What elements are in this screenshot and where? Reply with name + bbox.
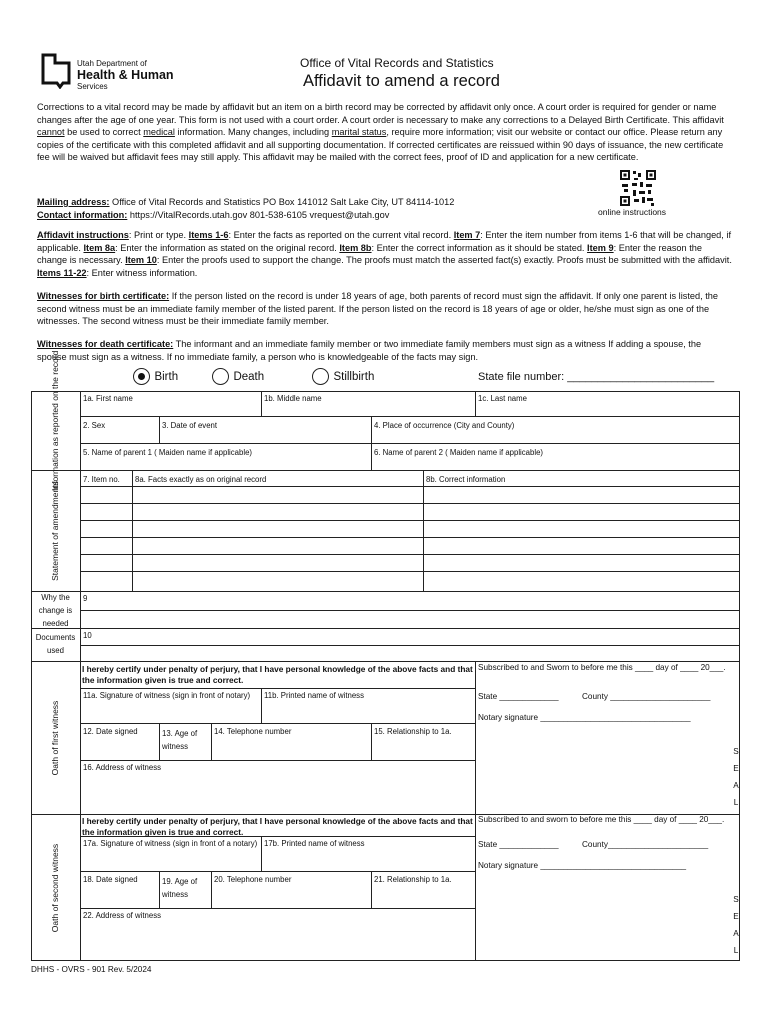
- field-8b-correct-information[interactable]: 8b. Correct information: [426, 475, 506, 484]
- contact-information: Contact information: https://VitalRecords.utah.gov 801-538-6105 vrequest@utah.gov: [37, 210, 390, 220]
- oath2-certification: I hereby certify under penalty of perjury, that I have personal knowledge of the above facts and that the information given is true and correct.: [82, 816, 473, 837]
- state-file-number-field[interactable]: State file number: ________________________: [478, 371, 715, 383]
- field-6-parent-2[interactable]: 6. Name of parent 2 ( Maiden name if applicable): [374, 448, 544, 457]
- mailing-address: Mailing address: Office of Vital Records and Statistics PO Box 141012 Salt Lake City, UT 84114-1012: [37, 197, 455, 207]
- field-5-parent-1[interactable]: 5. Name of parent 1 ( Maiden name if applicable): [83, 448, 253, 457]
- field-1a-first-name[interactable]: 1a. First name: [83, 394, 133, 403]
- radio-birth-circle[interactable]: [133, 368, 150, 385]
- field-11b-printed-name[interactable]: 11b. Printed name of witness: [264, 691, 364, 700]
- field-9-reason[interactable]: 9: [83, 594, 88, 603]
- agency-line2: Health & Human: [77, 68, 174, 82]
- field-19-age[interactable]: 19. Age of witness: [162, 877, 198, 899]
- field-7-item-no[interactable]: 7. Item no.: [83, 475, 120, 484]
- field-20-telephone[interactable]: 20. Telephone number: [214, 875, 292, 884]
- field-1b-middle-name[interactable]: 1b. Middle name: [264, 394, 322, 403]
- field-8a-original-facts[interactable]: 8a. Facts exactly as on original record: [135, 475, 267, 484]
- oath1-county-field[interactable]: County ______________________: [582, 692, 711, 701]
- oath1-seal: S E A L: [733, 747, 739, 807]
- field-12-date-signed[interactable]: 12. Date signed: [83, 727, 138, 736]
- field-21-relationship[interactable]: 21. Relationship to 1a.: [374, 875, 452, 884]
- form-number-footer: DHHS - OVRS - 901 Rev. 5/2024: [31, 965, 152, 974]
- side-label-documents: Documents used: [35, 633, 76, 655]
- side-label-information: Information as reported on the record: [50, 350, 60, 491]
- oath1-state-field[interactable]: State _____________: [478, 692, 559, 701]
- qr-code-label: online instructions: [598, 207, 667, 217]
- field-1c-last-name[interactable]: 1c. Last name: [478, 394, 527, 403]
- oath1-notary-signature[interactable]: Notary signature _________________________________: [478, 713, 691, 722]
- radio-stillbirth-label: Stillbirth: [333, 370, 375, 383]
- oath1-sworn-line: Subscribed to and Sworn to before me this ____ day of ____ 20___.: [478, 663, 726, 672]
- field-2-sex[interactable]: 2. Sex: [83, 421, 106, 430]
- radio-stillbirth-circle[interactable]: [312, 368, 329, 385]
- side-label-oath-first: Oath of first witness: [50, 700, 60, 776]
- oath2-state-field[interactable]: State _____________: [478, 840, 559, 849]
- office-name: Office of Vital Records and Statistics: [300, 56, 494, 70]
- agency-line1: Utah Department of: [77, 59, 147, 68]
- side-label-oath-second: Oath of second witness: [50, 843, 60, 933]
- qr-code-icon[interactable]: [620, 170, 656, 206]
- oath2-notary-signature[interactable]: Notary signature ________________________________: [478, 861, 687, 870]
- oath2-county-field[interactable]: County______________________: [582, 840, 709, 849]
- field-22-address[interactable]: 22. Address of witness: [83, 911, 162, 920]
- intro-paragraph: Corrections to a vital record may be made by affidavit but an item on a birth record may be corrected by affidavit only once. A court order is required for gender or name changes after the age of one year. This form is not used with a court order. A court order is necessary to make any corrections to a Delayed Birth Certificate. This affidavit cannot be used to correct medical information. Many changes, including marital status, require more information; visit our website or contact our office. Please return any copies of the certificate with this completed affidavit and all supporting documentation. If corrected certificates are reissued within 90 days of issuance, the new certificate fee will be waived but affidavit fees may still apply. This affidavit may be mailed with the correct fees, proof of ID and application for a new certificate.: [37, 102, 724, 163]
- field-17b-printed-name[interactable]: 17b. Printed name of witness: [264, 839, 365, 848]
- witnesses-death-paragraph: Witnesses for death certificate: The informant and an immediate family member or two immediate family members must sign as a witness If adding a spouse, the spouse must sign as a witness. If no immediate family, a person who is knowledgeable of the facts may sign.: [37, 339, 702, 362]
- field-11a-signature[interactable]: 11a. Signature of witness (sign in front of notary): [83, 691, 251, 700]
- field-18-date-signed[interactable]: 18. Date signed: [83, 875, 138, 884]
- side-label-why: Why the change is needed: [38, 593, 73, 628]
- field-17a-signature[interactable]: 17a. Signature of witness (sign in front of a notary): [83, 839, 258, 848]
- field-4-place-of-occurrence[interactable]: 4. Place of occurrence (City and County): [374, 421, 515, 430]
- agency-line3: Services: [77, 81, 108, 91]
- field-10-documents[interactable]: 10: [83, 631, 92, 640]
- radio-stillbirth[interactable]: [312, 368, 374, 386]
- field-16-address[interactable]: 16. Address of witness: [83, 763, 162, 772]
- page-title: Affidavit to amend a record: [303, 72, 500, 90]
- field-13-age[interactable]: 13. Age of witness: [162, 729, 198, 751]
- field-15-relationship[interactable]: 15. Relationship to 1a.: [374, 727, 452, 736]
- radio-birth[interactable]: [133, 368, 178, 386]
- witnesses-birth-paragraph: Witnesses for birth certificate: If the person listed on the record is under 18 years of age, both parents of record must sign the affidavit. If only one parent is listed, the second witness must be an immediate family member of the listed parent. If the person listed on the record is 18 years of age or older, he/she must sign as one of the witnesses. The second witness must be their immediate family member.: [37, 291, 719, 327]
- oath2-seal: S E A L: [733, 895, 739, 955]
- utah-state-logo-icon: [40, 53, 72, 89]
- field-3-date-of-event[interactable]: 3. Date of event: [162, 421, 218, 430]
- oath1-certification: I hereby certify under penalty of perjury, that I have personal knowledge of the above facts and that the information given is true and correct.: [82, 664, 473, 685]
- radio-death-label: Death: [233, 370, 265, 383]
- affidavit-instructions: Affidavit instructions: Print or type. Items 1-6: Enter the facts as reported on the current vital record. Item 7: Enter the item number from items 1-6 that will be changed, if applicable. Item 8a: Enter the information as stated on the original record. Item 8b: Enter the correct information as it should be stated. Item 9: Enter the reason the change is necessary. Item 10: Enter the proofs used to support the change. The proofs must match the asserted fact(s) exactly. Proofs must be submitted with the affidavit. Items 11-22: Enter witness information.: [37, 230, 732, 278]
- agency-name: [77, 60, 174, 91]
- side-label-amendments: Statement of amendments: [50, 481, 60, 581]
- radio-death[interactable]: [212, 368, 264, 386]
- field-14-telephone[interactable]: 14. Telephone number: [214, 727, 292, 736]
- radio-death-circle[interactable]: [212, 368, 229, 385]
- radio-birth-label: Birth: [154, 370, 179, 383]
- oath2-sworn-line: Subscribed to and sworn to before me this ____ day of ____ 20___.: [478, 815, 725, 824]
